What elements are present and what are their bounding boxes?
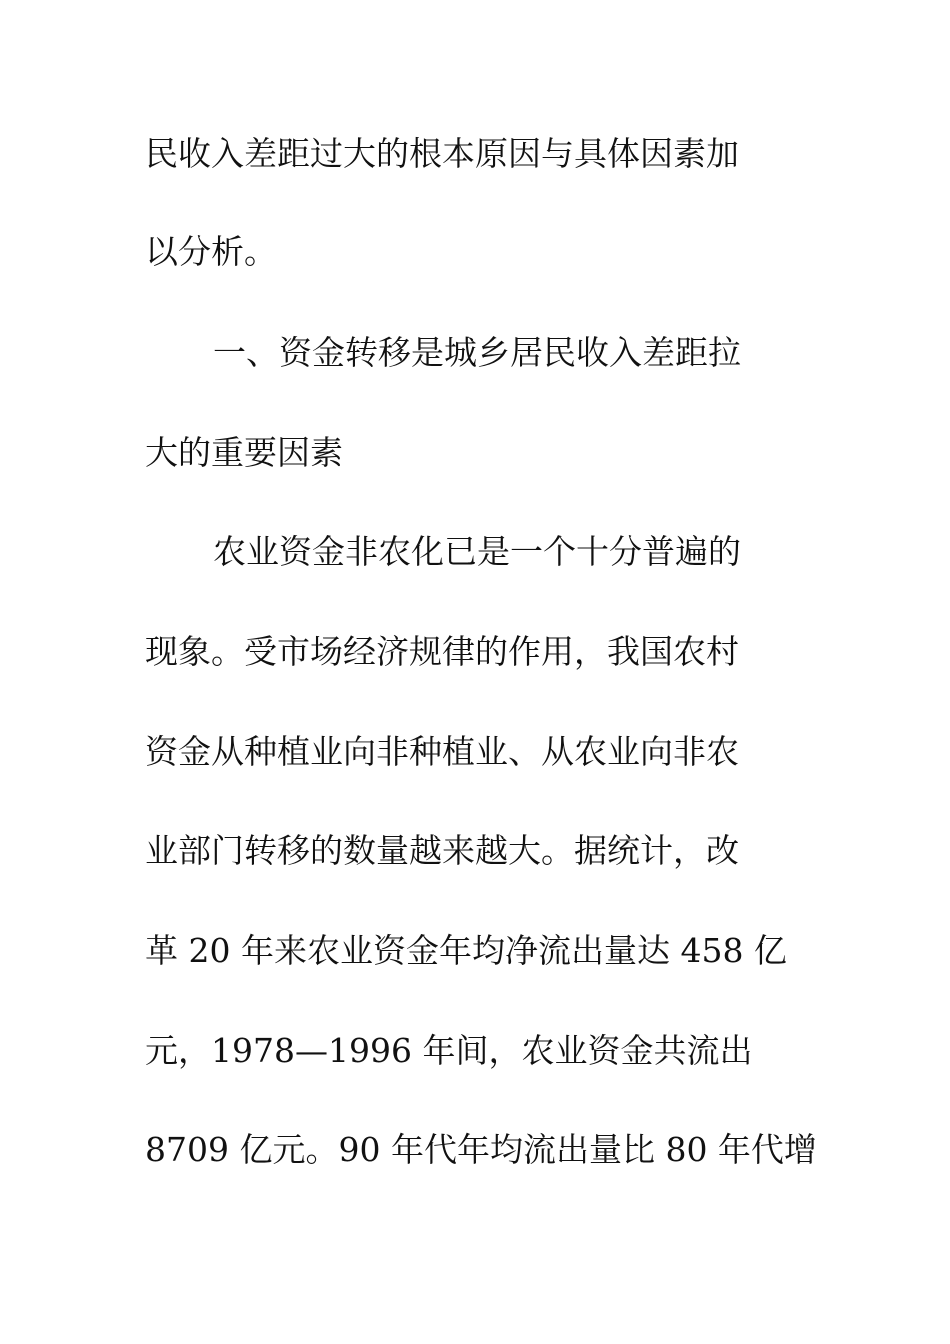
section-heading-line-1: 一、资金转移是城乡居民收入差距拉	[213, 333, 741, 372]
paragraph-line-7: 8709 亿元。90 年代年均流出量比 80 年代增	[145, 1130, 817, 1169]
paragraph-line-4: 业部门转移的数量越来越大。据统计，改	[145, 831, 739, 870]
paragraph-line-5: 革 20 年来农业资金年均净流出量达 458 亿	[145, 931, 787, 970]
paragraph-line-1: 农业资金非农化已是一个十分普遍的	[213, 532, 741, 571]
paragraph-line-2: 现象。受市场经济规律的作用，我国农村	[145, 632, 739, 671]
text-line-1: 民收入差距过大的根本原因与具体因素加	[145, 134, 739, 173]
text-line-2: 以分析。	[145, 232, 277, 271]
paragraph-line-3: 资金从种植业向非种植业、从农业向非农	[145, 732, 739, 771]
paragraph-line-6: 元，1978—1996 年间，农业资金共流出	[145, 1031, 753, 1070]
section-heading-line-2: 大的重要因素	[145, 433, 343, 472]
